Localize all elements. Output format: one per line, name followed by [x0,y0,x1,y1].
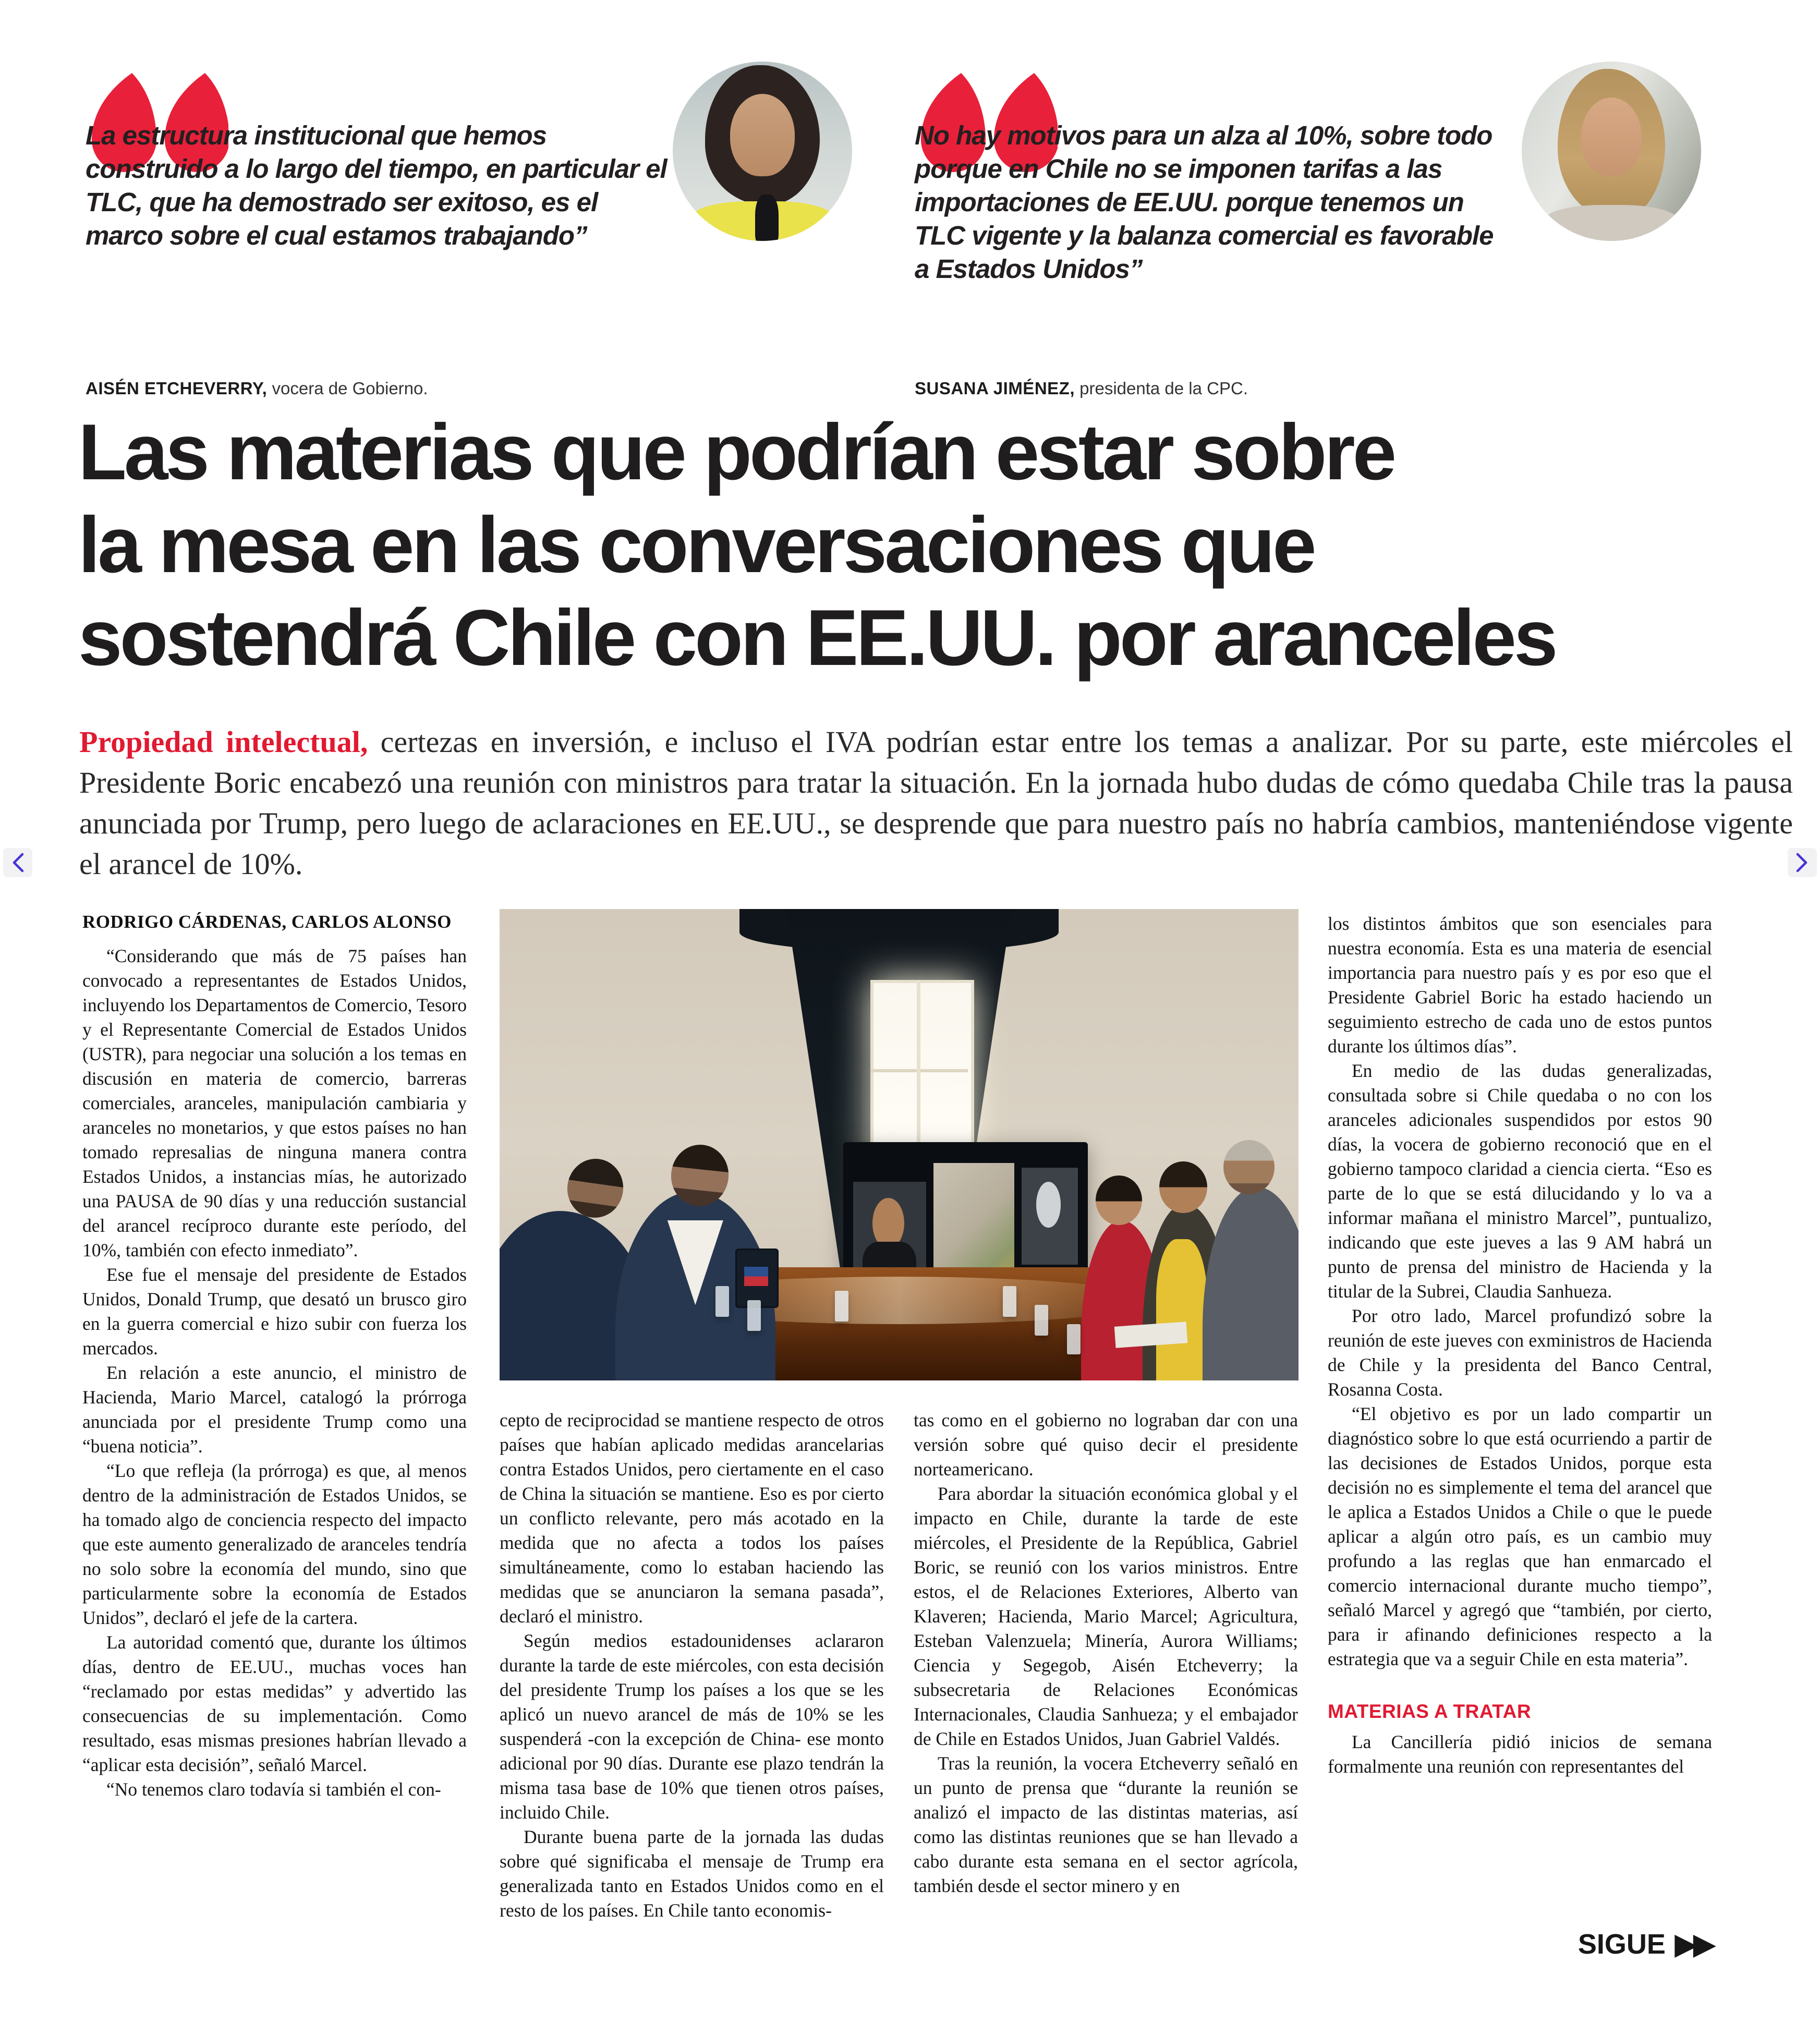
pull-quote-etcheverry [82,67,932,411]
photo-person-right-1 [1096,1175,1142,1225]
article-paragraph: La autoridad comentó que, durante los últimos días, dentro de EE.UU., muchas voces han “reclamado por estas medidas” y advertido las consecuencias de su implementación. Como resultado, esas mismas presiones habrían llevado a “aplicar esta decisión”, señaló Marcel. [82,1632,467,1775]
meeting-photo [500,909,1299,1380]
lead-highlight: Propiedad intelectual, [79,725,368,759]
article-paragraph: Por otro lado, Marcel profundizó sobre la reunión de este jueves con exministros de Hacienda de Chile y la presidenta del Banco Central, Rosanna Costa. [1328,1305,1712,1400]
quote-attribution [86,379,428,398]
water-glass [1035,1305,1048,1336]
article-column-1 [82,912,467,1802]
photo-person-right-3 [1223,1140,1275,1194]
water-glass [835,1291,848,1322]
photo-person-right-2 [1156,1239,1207,1380]
prev-page-button[interactable] [3,848,32,877]
article-paragraph: los distintos ámbitos que son esenciales para nuestra economía. Esta es una materia de esencial importancia para nuestro país y es por eso que el Presidente Gabriel Boric ha estado haciendo un seguimiento estrecho de cada uno de estos puntos durante los últimos días”. [1328,913,1712,1057]
video-tile [872,1198,904,1249]
quote-author-role: vocera de Gobierno. [267,379,428,398]
headline [78,406,1789,684]
article-paragraph: En relación a este anuncio, el ministro de Hacienda, Mario Marcel, catalogó la prórroga anunciada por el presidente Trump como una “buena noticia”. [82,1362,467,1457]
article-paragraph: “Considerando que más de 75 países han convocado a representantes de Estados Unidos, incluyendo los Departamentos de Comercio, Tesoro y el Representante Comercial de Estados Unidos (USTR), para negociar una solución a los temas en discusión en materia de comercio, barreras comerciales, aranceles, manipulación cambiaria y aranceles no monetarios, y que estos países no han tomado represalias de ninguna manera contra Estados Unidos, a instancias mías, he autorizado una PAUSA de 90 días y una reducción sustancial del arancel recíproco durante este período, del 10%, también con efecto inmediato”. [82,946,467,1261]
quote-author-role: presidenta de la CPC. [1074,379,1248,398]
water-glass [1003,1286,1016,1317]
forward-arrows-icon: ▶▶ [1675,1929,1712,1960]
water-glass [715,1286,729,1317]
article-paragraph: tas como en el gobierno no lograban dar con una versión sobre qué quiso decir el presidente norteamericano. [914,1410,1298,1480]
article-paragraph: Según medios estadounidenses aclararon durante la tarde de este miércoles, con esta decisión del presidente Trump los países a los que se les aplicó un nuevo arancel de más de 10% se les suspenderá -con la excepción de China- ese monto adicional por 90 días. Durante ese plazo tendrán la misma tasa base de 10% que tienen otros países, incluido Chile. [500,1630,884,1823]
chevron-left-icon [9,851,27,874]
article-column-4 [1328,912,1712,1779]
video-tile [1036,1182,1061,1228]
quote-attribution [915,379,1248,398]
byline: RODRIGO CÁRDENAS, CARLOS ALONSO [82,912,452,932]
quote-author: SUSANA JIMÉNEZ, [915,379,1075,398]
pull-quote-jimenez [912,67,1762,411]
continuation-marker [1328,1928,1712,1960]
quote-author: AISÉN ETCHEVERRY, [86,379,268,398]
article-paragraph: cepto de reciprocidad se mantiene respecto de otros países que habían aplicado medidas arancelarias contra Estados Unidos, pero ciertamente en el caso de China la situación se mantiene. Eso es por cierto un conflicto relevante, pero más acotado en la medida que no afecta a todos los países simultáneamente, como lo estaban haciendo las medidas que se anunciaron la semana pasada”, declaró el ministro. [500,1410,884,1627]
continuation-label: SIGUE [1578,1929,1666,1960]
chevron-right-icon [1793,851,1811,874]
article-column-2 [500,1408,884,1923]
article-paragraph: “No tenemos claro todavía si también el con- [106,1779,441,1800]
pull-quote-text: No hay motivos para un alza al 10%, sobre todo porque en Chile no se imponen tarifas a las importaciones de EE.UU. porque tenemos un TLC vigente y la balanza comercial es favorable a Estados Unidos” [915,120,1494,284]
headline-line: Las materias que podrían estar sobre [78,408,1394,496]
article-paragraph: “El objetivo es por un lado compartir un diagnóstico sobre lo que está ocurriendo a partir de las decisiones de Estados Unidos, porque esta decisión no es simplemente el tema del arancel que le aplica a Estados Unidos a Chile o que le puede aplicar a algún otro país, es un cambio muy profundo a las reglas que han enmarcado el comercio internacional durante mucho tiempo”, señaló Marcel y agregó que “también, por cierto, para ir afinando definiciones respecto a la estrategia que va a seguir Chile en esta materia”. [1328,1403,1712,1669]
article-paragraph: Tras la reunión, la vocera Etcheverry señaló en un punto de prensa que “durante la reunión se analizó el impacto de las distintas materias, así como las distintas reuniones que se han llevado a cabo durante esta semana en el sector agrícola, también desde el sector minero y en [914,1753,1298,1896]
lead-paragraph: Propiedad intelectual, certezas en inversión, e incluso el IVA podrían estar entre los temas a analizar. Por su parte, este miércoles el Presidente Boric encabezó una reunión con ministros para tratar la situación. En la jornada hubo dudas de cómo quedaba Chile tras la pausa anunciada por Trump, pero luego de aclaraciones en EE.UU., se desprende que para nuestro país no habría cambios, manteniéndose vigente el arancel de 10%. [79,725,1793,881]
pull-quote-text: La estructura institucional que hemos construido a lo largo del tiempo, en particular el TLC, que ha demostrado ser exitoso, es el marco sobre el cual estamos trabajando” [86,120,667,250]
article-paragraph: Para abordar la situación económica global y el impacto en Chile, durante la tarde de este miércoles, el Presidente de la República, Gabriel Boric, se reunió con los varios ministros. Entre estos, el de Relaciones Exteriores, Alberto van Klaveren; Hacienda, Mario Marcel; Agricultura, Esteban Valenzuela; Minería, Aurora Williams; Ciencia y Segegob, Aisén Etcheverry; la subsecretaria de Relaciones Económicas Internacionales, Claudia Sanhueza; y el embajador de Chile en Estados Unidos, Juan Gabriel Valdés. [914,1483,1298,1749]
article-paragraph: En medio de las dudas generalizadas, consultada sobre si Chile quedaba o no con los aranceles adicionales suspendidos por estos 90 días, la vocera de gobierno reconoció que en el gobierno tampoco claridad a ciencia cierta. “Eso es parte de lo que se está dilucidando y lo va a informar mañana el ministro Marcel”, puntualizo, indicando que este jueves a las 9 AM habrá un punto de prensa del ministro de Hacienda y la titular de la Subrei, Claudia Sanhueza. [1328,1060,1712,1302]
photo-person-right-2 [1159,1161,1207,1213]
water-glass [747,1300,761,1331]
article-paragraph: Ese fue el mensaje del presidente de Estados Unidos, Donald Trump, que desató un brusco giro en la guerra comercial e hizo subir con fuerza los mercados. [82,1264,467,1359]
headline-line: la mesa en las conversaciones que [78,501,1314,589]
article-column-3 [914,1408,1298,1898]
section-subhead: MATERIAS A TRATAR [1328,1701,1532,1722]
photo-tablet [735,1249,779,1308]
article-paragraph: “Lo que refleja (la prórroga) es que, al menos dentro de la administración de Estados Unidos, se ha tomado algo de conciencia respecto del impacto que este aumento generalizado de aranceles tendría no solo sobre la economía del mundo, sino que particularmente sobre la economía de Estados Unidos”, declaró el jefe de la cartera. [82,1460,467,1628]
article-paragraph: Durante buena parte de la jornada las dudas sobre qué significaba el mensaje de Trump era generalizada tanto en Estados Unidos como en el resto de los países. En Chile tanto economis- [500,1826,884,1921]
article-paragraph: La Cancillería pidió inicios de semana formalmente una reunión con representantes del [1328,1731,1712,1777]
headline-line: sostendrá Chile con EE.UU. por aranceles [78,593,1556,682]
water-glass [1067,1324,1081,1355]
